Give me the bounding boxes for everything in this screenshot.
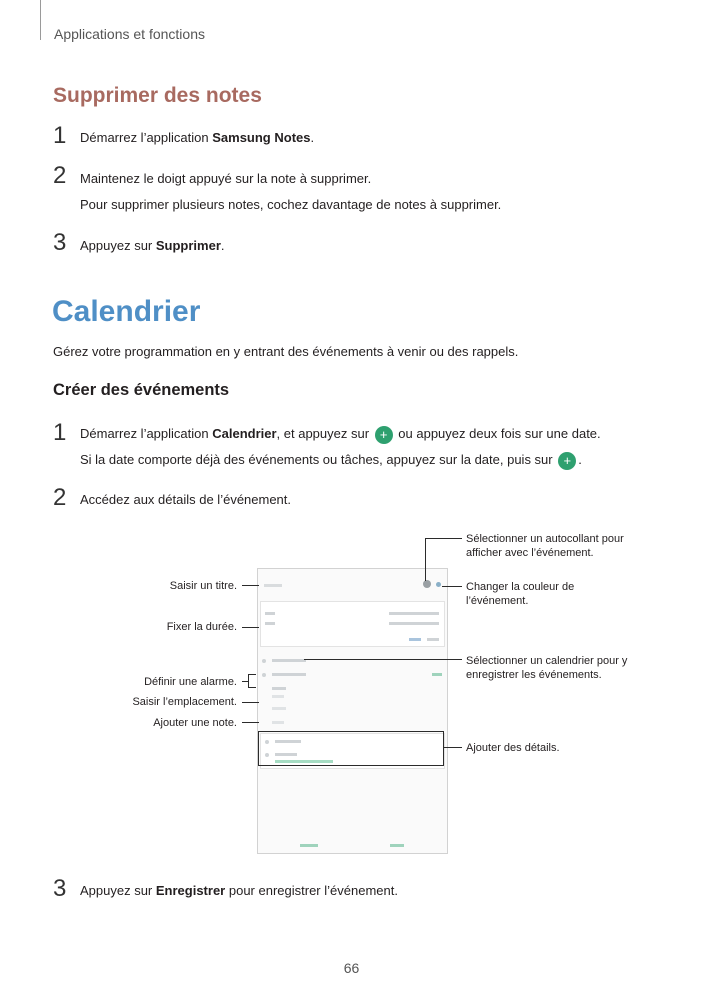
callout-line [242,585,259,586]
callout-line [442,586,462,587]
calendar-intro: Gérez votre programmation en y entrant des événements à venir ou des rappels. [53,344,519,359]
callout-label-color: Changer la couleur de [466,581,575,593]
step-text: Maintenez le doigt appuyé sur la note à supprimer. [80,171,372,186]
callout-label-note: Ajouter une note. [153,717,237,729]
step-text: Démarrez l’application Calendrier, et appuyez sur + ou appuyez deux fois sur une date. [80,426,601,442]
callout-line [242,722,259,723]
subsection-title-create-events: Créer des événements [53,381,230,399]
section-title-delete-notes: Supprimer des notes [53,84,262,107]
callout-line [444,747,462,748]
title-field-placeholder [264,584,282,587]
details-highlight-box [258,731,444,766]
running-head: Applications et fonctions [54,26,205,42]
step-text: Appuyez sur Enregistrer pour enregistrer l’événement. [80,883,398,898]
step-subtext: Pour supprimer plusieurs notes, cochez davantage de notes à supprimer. [80,197,502,212]
callout-label-duration: Fixer la durée. [166,621,237,633]
callout-line [425,538,426,581]
callout-label-calendar: Sélectionner un calendrier pour y [466,655,628,667]
callout-label-details: Ajouter des détails. [466,742,560,754]
add-event-plus-icon: + [558,452,576,470]
sticker-icon [423,580,431,588]
callout-line [304,659,462,660]
step-number: 1 [53,419,67,446]
callout-label-title: Saisir un titre. [169,580,237,592]
step-number: 2 [53,162,67,189]
callout-label-alarm: Définir une alarme. [144,676,237,688]
corner-mark [40,0,41,40]
step-text: Appuyez sur Supprimer. [80,238,225,253]
add-event-plus-icon: + [375,426,393,444]
step-number: 3 [53,875,67,902]
step-number: 1 [53,122,67,149]
callout-bracket [248,674,256,688]
event-screen-illustration [257,568,448,854]
callout-label-location: Saisir l’emplacement. [132,696,237,708]
callout-label-color-line2: l’événement. [466,595,529,607]
color-dot-icon [436,582,441,587]
duration-box [260,601,445,647]
page-number: 66 [343,960,360,976]
section-title-calendar: Calendrier [52,295,201,328]
callout-line [425,538,462,539]
step-subtext: Si la date comporte déjà des événements ou tâches, appuyez sur la date, puis sur + . [80,452,582,468]
step-number: 3 [53,229,67,256]
callout-label-sticker-line2: afficher avec l’événement. [466,547,594,559]
step-text: Accédez aux détails de l’événement. [80,492,292,507]
step-text: Démarrez l’application Samsung Notes. [80,130,315,145]
step-number: 2 [53,484,67,511]
callout-label-sticker: Sélectionner un autocollant pour [466,533,624,545]
callout-line [242,702,259,703]
callout-line [242,627,259,628]
callout-label-calendar-line2: enregistrer les événements. [466,669,602,681]
